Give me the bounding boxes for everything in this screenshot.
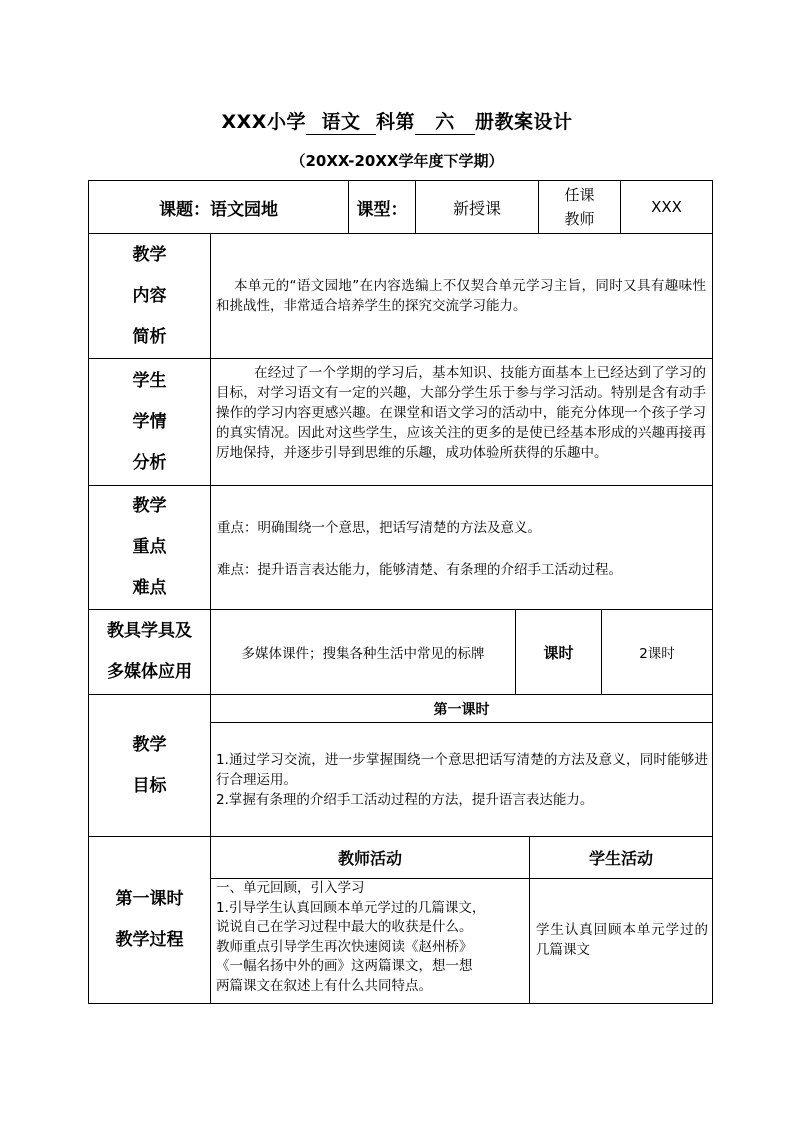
teacher-label (539, 181, 620, 233)
teacher-label-line-2: 教师 (564, 210, 595, 228)
content-analysis-label (89, 234, 210, 358)
objectives-period-header: 第一课时 (433, 701, 490, 718)
page-title (0, 107, 794, 135)
teacher-activity-line: 一、单元回顾，引入学习 (216, 880, 365, 896)
student-activity-header: 学生活动 (588, 849, 653, 868)
title-volume: 六 (435, 111, 455, 133)
title-school: XXX小学 (221, 111, 306, 133)
lesson-type-value: 新授课 (452, 198, 501, 218)
teacher-activity-line: 说说自己在学习过程中最大的收获是什么。 (216, 919, 473, 935)
teacher-activity-line: 《一幅名扬中外的画》这两篇课文，想一想 (216, 958, 473, 974)
label-line: 学情 (132, 411, 167, 432)
table-border-right (712, 180, 713, 1004)
process-label (89, 837, 210, 1003)
label-line: 第一课时 (115, 889, 184, 909)
teacher-activity-text (216, 879, 528, 996)
objectives-label (89, 695, 210, 836)
objective-item-2: 2.掌握有条理的介绍手工活动过程的方法，提升语言表达能力。 (216, 792, 594, 808)
label-line: 内容 (132, 285, 167, 306)
lesson-topic: 课题：语文园地 (159, 199, 278, 220)
page-subtitle: （20XX-20XX学年度下学期） (290, 152, 504, 170)
teacher-activity-line: 两篇课文在叙述上有什么共同特点。 (216, 977, 432, 994)
label-line: 教具学具及 (107, 621, 192, 641)
tools-text: 多媒体课件；搜集各种生活中常见的标牌 (241, 646, 485, 662)
tools-label (89, 610, 210, 694)
key-point-text: 重点：明确围绕一个意思，把话写清楚的方法及意义。 (217, 520, 541, 536)
hours-label: 课时 (543, 643, 574, 662)
teacher-name: XXX (651, 198, 682, 216)
title-suffix: 册教案设计 (474, 111, 573, 133)
teacher-activity-line: 教师重点引导学生再次快速阅读《赵州桥》 (216, 938, 473, 955)
student-analysis-text: 在经过了一个学期的学习后，基本知识、技能方面基本上已经达到了学习的目标，对学习语文有一定的兴趣，大部分学生乐于参与学习活动。特别是含有动手操作的学习内容更感兴趣。在课堂和语文学习的活动中，能充分体现一个孩子学习的真实情况。因此对这些学生，应该关注的更多的是使已经基本形成的兴趣再接再厉地保持，并逐步引导到思维的乐趣，成功体验所获得的乐趣中。 (216, 365, 706, 461)
table-line (210, 722, 713, 723)
title-subject-suffix: 科第 (375, 111, 415, 133)
student-analysis-label (89, 359, 210, 485)
label-line: 分析 (132, 452, 167, 473)
lesson-type-label: 课型： (356, 199, 408, 220)
teacher-label-line-1: 任课 (564, 186, 595, 204)
label-line: 目标 (132, 775, 167, 796)
title-subject-blank (306, 107, 376, 135)
key-difficulty-label (89, 486, 210, 609)
objective-item-1: 1.通过学习交流，进一步掌握围绕一个意思把话写清楚的方法及意义，同时能够进行合理运用。 (216, 752, 708, 788)
title-volume-blank (415, 107, 475, 135)
label-line: 教学 (132, 734, 167, 755)
table-border-bottom (88, 1003, 713, 1004)
hours-value: 2课时 (639, 646, 675, 662)
label-line: 教学过程 (115, 930, 184, 950)
title-subject: 语文 (321, 111, 361, 133)
label-line: 学生 (132, 370, 167, 391)
content-analysis-text: 本单元的“语文园地”在内容选编上不仅契合单元学习主旨，同时又具有趣味性和挑战性，非常适合培养学生的探究交流学习能力。 (216, 278, 706, 314)
label-line: 简析 (132, 326, 167, 347)
student-activity-text: 学生认真回顾本单元学过的几篇课文 (536, 922, 708, 958)
teacher-activity-header: 教师活动 (337, 849, 402, 868)
difficulty-text: 难点：提升语言表达能力，能够清楚、有条理的介绍手工活动过程。 (217, 562, 622, 578)
label-line: 多媒体应用 (107, 662, 192, 682)
label-line: 教学 (132, 496, 167, 516)
label-line: 难点 (132, 578, 167, 598)
teacher-activity-line: 1.引导学生认真回顾本单元学过的几篇课文， (216, 899, 486, 916)
label-line: 教学 (132, 244, 167, 265)
label-line: 重点 (132, 537, 167, 557)
